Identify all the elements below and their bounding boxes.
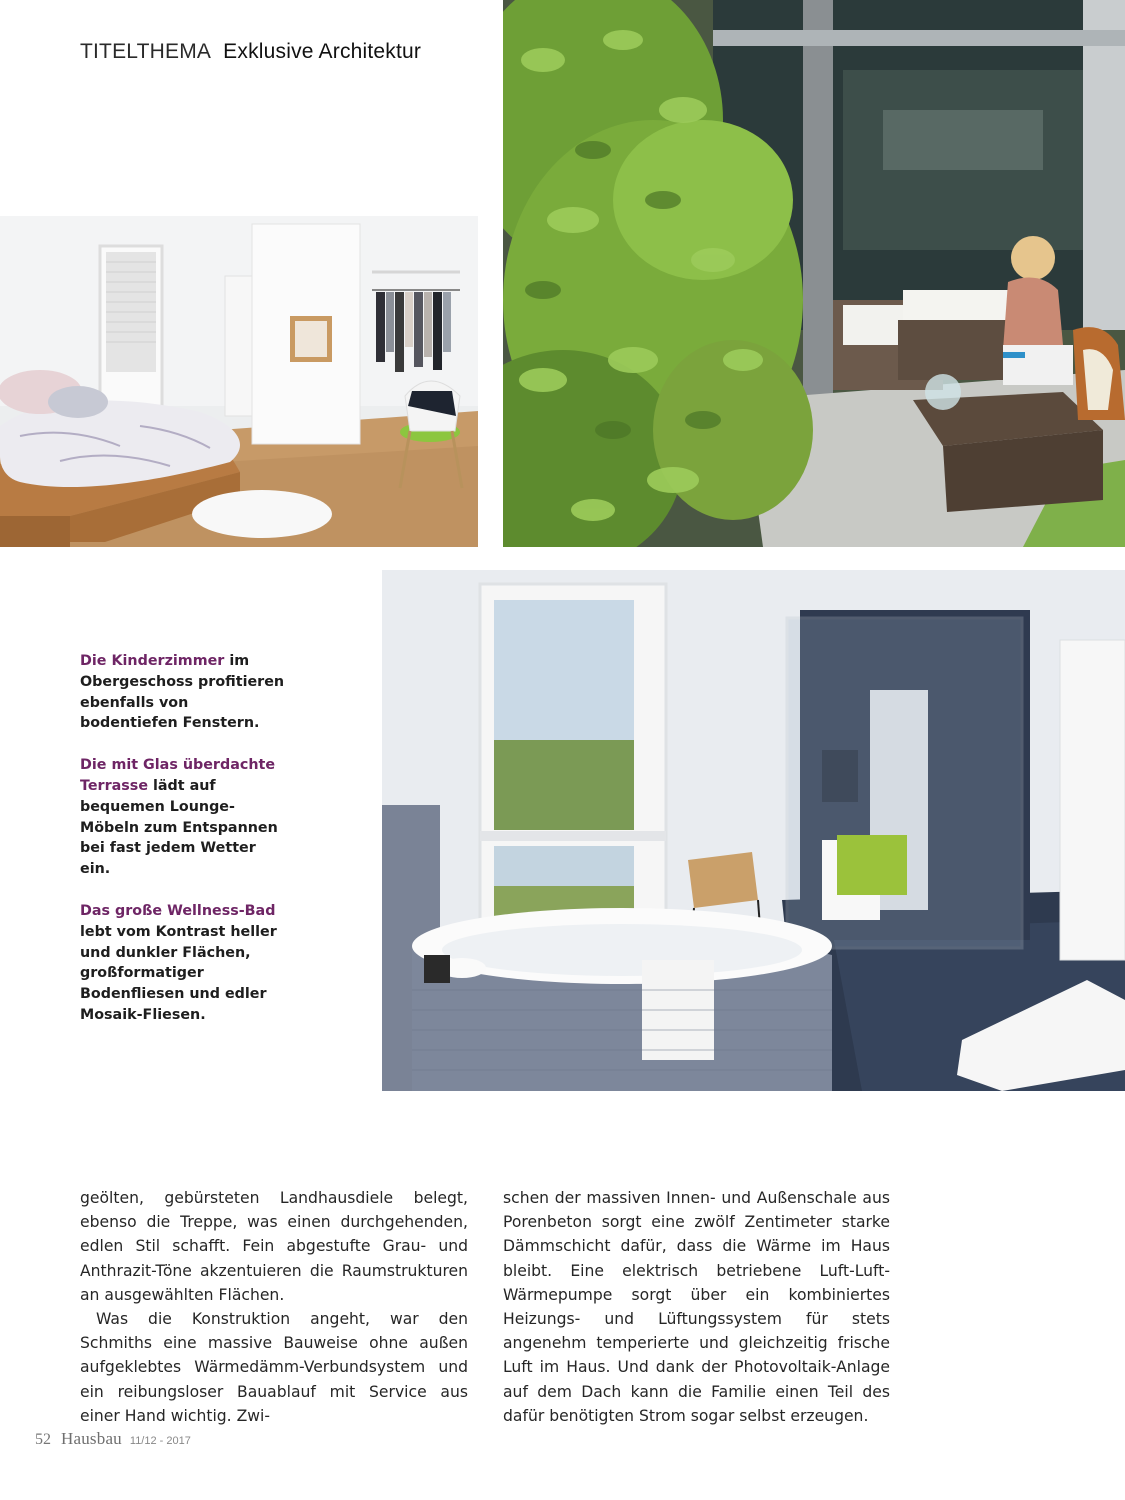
body-paragraph: schen der massiven Innen- und Außenschale aus Porenbeton sorgt eine zwölf Zentimeter starke Dämmschicht dafür, dass die Wärme im Haus bleibt. Eine elektrisch betriebene Luft-Luft-Wärmepumpe sorgt über ein kombiniertes Heizungs- und Lüftungssystem für stets angenehm temperierte und gleichzeitig frische Luft im Haus. Und dank der Photovoltaik-Anlage auf dem Dach kann die Familie einen Teil des dafür benötigten Strom sogar selbst erzeugen. <box>503 1189 890 1425</box>
body-column-1 <box>80 1186 468 1428</box>
caption-highlight: Die mit Glas überdachte Terrasse <box>80 757 276 794</box>
terrace-photo <box>503 0 1125 547</box>
caption-terrasse <box>80 755 290 880</box>
page-footer <box>35 1429 191 1449</box>
section-header <box>80 40 421 64</box>
body-paragraph: geölten, gebürsteten Landhausdiele belegt, ebenso die Treppe, was einen durchgehenden, edlen Stil schafft. Fein abgestufte Grau- und Anthrazit-Töne akzentuieren die Raumstrukturen an ausgewählten Flächen. <box>80 1189 468 1304</box>
caption-kinderzimmer <box>80 651 290 734</box>
caption-text: im Obergeschoss profitieren ebenfalls von bodentiefen Fenstern. <box>80 653 285 732</box>
section-topic: Exklusive Architektur <box>223 40 422 63</box>
issue-date: 11/12 - 2017 <box>129 1435 191 1447</box>
bathroom-photo <box>382 570 1125 1091</box>
body-paragraph: Was die Konstruktion angeht, war den Schmiths eine massive Bauweise ohne außen aufgeklebtes Wärmedämm-Verbundsystem und ein reibungsloser Bauablauf mit Service aus einer Hand wichtig. Zwi- <box>80 1310 468 1425</box>
section-label: TITELTHEMA <box>80 40 212 63</box>
page-number: 52 <box>35 1431 51 1448</box>
caption-text: lebt vom Kontrast heller und dunkler Flächen, großformatiger Bodenfliesen und edler Mosaik-Fliesen. <box>80 923 277 1023</box>
caption-text: lädt auf bequemen Lounge-Möbeln zum Entspannen bei fast jedem Wetter ein. <box>80 777 278 878</box>
magazine-name: Hausbau <box>61 1429 122 1448</box>
caption-highlight: Das große Wellness-Bad <box>80 902 276 919</box>
caption-wellness-bad <box>80 901 290 1026</box>
bedroom-photo <box>0 216 478 547</box>
photo-captions <box>80 651 290 1047</box>
caption-highlight: Die Kinderzimmer <box>80 653 225 669</box>
body-column-2 <box>503 1186 890 1428</box>
